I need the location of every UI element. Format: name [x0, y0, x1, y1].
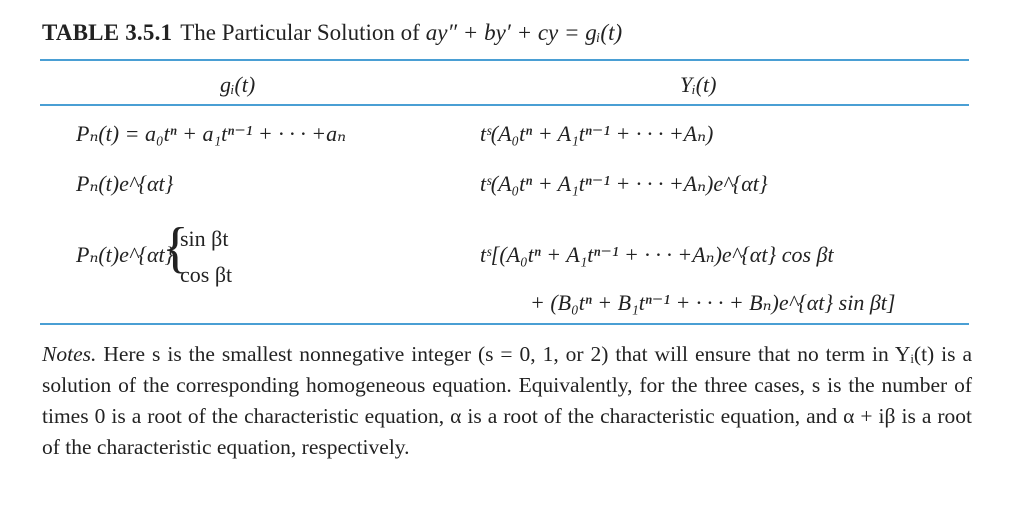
row3-cos: cos βt [180, 262, 233, 287]
row3-brace: { [162, 217, 189, 279]
table-label: TABLE 3.5.1 [42, 20, 173, 45]
row1-gi: Pₙ(t) = a₀tⁿ + a₁tⁿ⁻¹ + · · · +aₙ [76, 121, 347, 146]
row3-sin: sin βt [180, 226, 229, 251]
row1-yi: tˢ(A₀tⁿ + A₁tⁿ⁻¹ + · · · +Aₙ) [480, 121, 714, 146]
bottom-rule [40, 323, 969, 325]
notes-text: Here s is the smallest nonnegative integer (s = 0, 1, or 2) that will ensure that no term in Yᵢ(t) is a solution of the corresponding homogeneous equation. Equivalently, for the three cases, s is the number of times 0 is a root of the characteristic equation, α is a root of the characteristic equation, and α + iβ is a root of the characteristic equation, respectively. [42, 342, 972, 459]
title-equation: ay″ + by′ + cy = gᵢ(t) [425, 20, 623, 45]
top-rule [40, 59, 969, 61]
row2-gi: Pₙ(t)e^{αt} [76, 171, 174, 196]
row3-gi: Pₙ(t)e^{αt} [76, 242, 174, 267]
row2-yi: tˢ(A₀tⁿ + A₁tⁿ⁻¹ + · · · +Aₙ)e^{αt} [480, 171, 768, 196]
table-title [42, 20, 622, 46]
row3-yi-line2: + (B₀tⁿ + B₁tⁿ⁻¹ + · · · + Bₙ)e^{αt} sin βt] [530, 290, 896, 315]
column-header-gi: gᵢ(t) [220, 72, 256, 97]
header-rule [40, 104, 969, 106]
notes-label: Notes. [42, 342, 97, 366]
table-notes [42, 339, 972, 463]
title-text: The Particular Solution of [180, 20, 420, 45]
column-header-yi: Yᵢ(t) [680, 72, 717, 97]
row3-yi-line1: tˢ[(A₀tⁿ + A₁tⁿ⁻¹ + · · · +Aₙ)e^{αt} cos βt [480, 242, 834, 267]
